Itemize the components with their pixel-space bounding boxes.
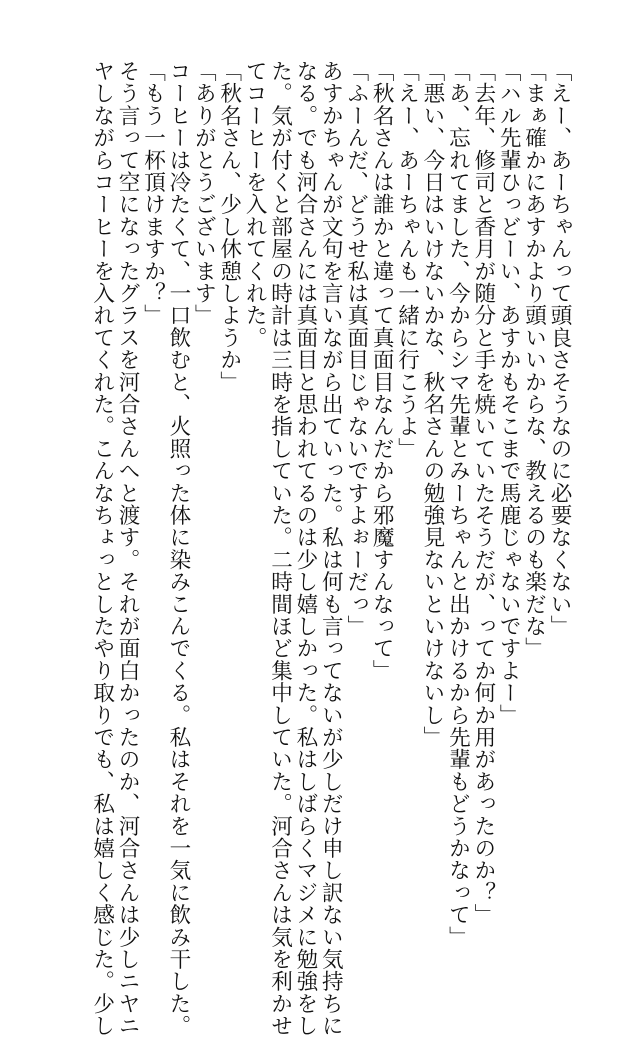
text-line: なる。でも河合さんには真面目と思われてるのは少し嬉しかった。私はしばらくマジメに勉強をし (292, 60, 318, 1037)
text-line: そう言って空になったグラスを河合さんへと渡す。それが面白かったのか、河合さんは少しニヤニ (115, 60, 141, 1037)
text-line: てコーヒーを入れてくれた。 (242, 60, 268, 349)
text-line: 「秋名さんは誰かと違って真面目なんだから邪魔すんなって」 (369, 60, 395, 682)
text-line: 「ハル先輩ひっどーい、あすかもそこまで馬鹿じゃないですよー」 (496, 60, 522, 726)
text-line: あすかちゃんが文句を言いながら出ていった。私は何も言ってないが少しだけ申し訳ない気持ちに (318, 60, 344, 1037)
text-line: 「まぁ確かにあすかより頭いいからな、教えるのも楽だな」 (521, 60, 547, 660)
text-line: 「去年、修司と香月が随分と手を焼いていたそうだが、ってか何か用があったのか？」 (470, 60, 496, 926)
text-line: コーヒーは冷たくて、一口飲むと、火照った体に染みこんでくる。私はそれを一気に飲み干した。 (165, 60, 191, 1037)
text-line: 「秋名さん、少し休憩しようか」 (216, 60, 242, 393)
text-line: 「えー、あーちゃんって頭良さそうなのに必要なくない」 (547, 60, 572, 638)
text-line: 「ふーんだ、どうせ私は真面目じゃないですよぉーだっ」 (343, 60, 369, 638)
text-line: 「えー、あーちゃんも一緒に行こうよ」 (394, 60, 420, 460)
text-line: 「悪い、今日はいけないかな、秋名さんの勉強見ないといけないし」 (419, 60, 445, 749)
text-line: た。気が付くと部屋の時計は三時を指していた。二時間ほど集中していた。河合さんは気を利かせ (267, 60, 293, 1037)
vertical-text-block (89, 60, 572, 1037)
text-line: 「ありがとうございます」 (191, 60, 217, 327)
text-line: 「あ、忘れてました、今からシマ先輩とみーちゃんと出かけるから先輩もどうかなって」 (445, 60, 471, 948)
text-line: 「もう一杯頂けますか？」 (140, 60, 166, 327)
text-line: ヤしながらコーヒーを入れてくれた。こんなちょっとしたやり取りでも、私は嬉しく感じた。少し (89, 60, 115, 1037)
